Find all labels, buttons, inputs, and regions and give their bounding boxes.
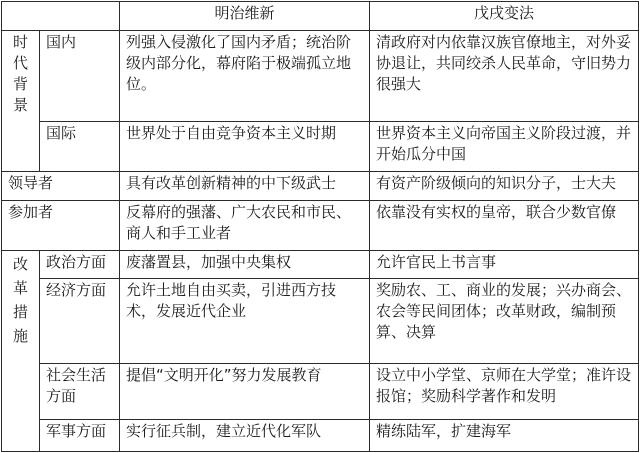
economic-label: 经济方面 xyxy=(40,279,120,364)
row-military xyxy=(2,420,639,452)
leaders-meiji: 具有改革创新精神的中下级武士 xyxy=(120,172,370,201)
reforms-label-char-1: 改 xyxy=(12,255,28,273)
social-wuxu: 设立中小学堂、京师在大学堂；准许设报馆；奖励科学著作和发明 xyxy=(370,364,639,420)
row-leaders xyxy=(2,172,639,201)
row-economic xyxy=(2,279,639,364)
political-label: 政治方面 xyxy=(40,251,120,279)
participants-label: 参加者 xyxy=(2,201,120,251)
leaders-label: 领导者 xyxy=(2,172,120,201)
background-label-line1: 时代 xyxy=(12,33,28,72)
row-political xyxy=(2,251,639,279)
reforms-label-char-3: 措 xyxy=(12,303,28,321)
military-label: 军事方面 xyxy=(40,420,120,452)
economic-wuxu: 奖励农、工、商业的发展；兴办商会、农会等民间团体；改革财政，编制预算、决算 xyxy=(370,279,639,364)
participants-wuxu: 依靠没有实权的皇帝，联合少数官僚 xyxy=(370,201,639,251)
header-meiji: 明治维新 xyxy=(120,2,370,31)
social-label xyxy=(40,364,120,420)
header-wuxu: 戊戌变法 xyxy=(370,2,639,31)
political-wuxu: 允许官民上书言事 xyxy=(370,251,639,279)
reforms-label-char-2: 革 xyxy=(12,279,28,297)
international-meiji: 世界处于自由竞争资本主义时期 xyxy=(120,122,370,172)
reforms-group-label xyxy=(2,251,40,452)
row-domestic-background xyxy=(2,31,639,122)
reforms-label-char-4: 施 xyxy=(12,327,28,345)
row-international-background xyxy=(2,122,639,172)
international-wuxu: 世界资本主义向帝国主义阶段过渡，并开始瓜分中国 xyxy=(370,122,639,172)
row-participants xyxy=(2,201,639,251)
domestic-wuxu: 清政府对内依靠汉族官僚地主，对外妥协退让，共同绞杀人民革命，守旧势力很强大 xyxy=(370,31,639,122)
row-social xyxy=(2,364,639,420)
background-label-line2: 背景 xyxy=(12,75,28,114)
domestic-label: 国内 xyxy=(40,31,120,122)
international-label: 国际 xyxy=(40,122,120,172)
leaders-wuxu: 有资产阶级倾向的知识分子，士大夫 xyxy=(370,172,639,201)
economic-meiji: 允许土地自由买卖，引进西方技术，发展近代企业 xyxy=(120,279,370,364)
political-meiji: 废藩置县，加强中央集权 xyxy=(120,251,370,279)
social-label-line1: 社会生活 xyxy=(46,366,107,384)
military-wuxu: 精练陆军，扩建海军 xyxy=(370,420,639,452)
military-meiji: 实行征兵制，建立近代化军队 xyxy=(120,420,370,452)
social-meiji: 提倡“文明开化”努力发展教育 xyxy=(120,364,370,420)
header-corner-cell xyxy=(2,2,120,31)
background-group-label xyxy=(2,31,40,172)
domestic-meiji: 列强入侵激化了国内矛盾；统治阶级内部分化，幕府陷于极端孤立地位。 xyxy=(120,31,370,122)
participants-meiji: 反幕府的强藩、广大农民和市民、商人和手工业者 xyxy=(120,201,370,251)
header-row xyxy=(2,2,639,31)
social-label-line2: 方面 xyxy=(46,387,77,405)
comparison-table xyxy=(1,1,639,452)
